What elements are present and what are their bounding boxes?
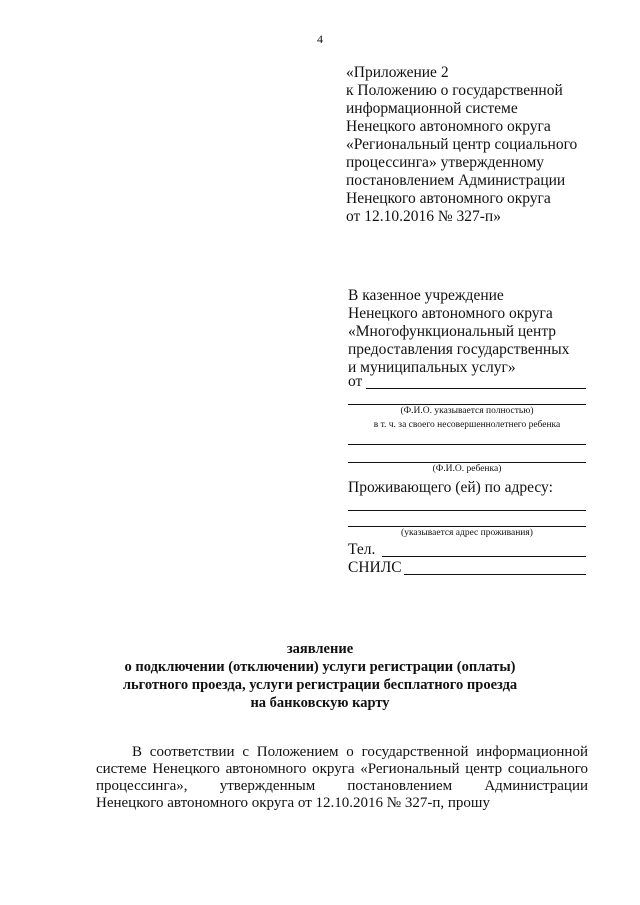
phone-field[interactable]	[382, 556, 586, 557]
addressee-line: В казенное учреждение	[348, 287, 504, 304]
fio-note: (Ф.И.О. указывается полностью)	[400, 406, 534, 416]
appendix-line: постановлением Администрации	[346, 172, 566, 189]
addressee-line: Ненецкого автономного округа	[348, 305, 553, 322]
address-field-2[interactable]	[348, 526, 586, 527]
address-note: (указывается адрес проживания)	[401, 528, 533, 538]
phone-label: Тел.	[348, 541, 376, 558]
body-paragraph	[96, 744, 588, 812]
addressee-block	[348, 287, 598, 377]
appendix-line: к Положению о государственной	[346, 82, 563, 99]
body-line: процессинга», утвержденным постановлением Администрации	[96, 778, 588, 794]
page-number: 4	[317, 32, 323, 46]
body-line: Ненецкого автономного округа от 12.10.2016 № 327-п, прошу	[96, 795, 490, 811]
appendix-line: Ненецкого автономного округа	[346, 118, 551, 135]
snils-field[interactable]	[404, 574, 586, 575]
heading-line: о подключении (отключении) услуги регистрации (оплаты)	[124, 659, 516, 675]
from-label: от	[348, 373, 363, 390]
appendix-line: процессинга» утвержденному	[346, 154, 545, 171]
addressee-line: и муниципальных услуг»	[348, 359, 516, 376]
snils-label: СНИЛС	[348, 559, 402, 576]
address-field[interactable]	[348, 510, 586, 511]
minor-note: в т. ч. за своего несовершеннолетнего ребенка	[373, 420, 561, 430]
appendix-line: от 12.10.2016 № 327-п»	[346, 208, 501, 225]
appendix-line: «Приложение 2	[346, 64, 449, 81]
applicant-name-field[interactable]	[366, 388, 586, 389]
appendix-line: информационной системе	[346, 100, 518, 117]
child-name-field[interactable]	[348, 444, 586, 445]
applicant-name-field-2[interactable]	[348, 404, 586, 405]
address-label: Проживающего (ей) по адресу:	[348, 479, 553, 496]
heading-line: льготного проезда, услуги регистрации бесплатного проезда	[122, 677, 518, 693]
body-line: системе Ненецкого автономного округа «Региональный центр социального	[96, 761, 588, 777]
addressee-line: «Многофункциональный центр	[348, 323, 557, 340]
heading-title: заявление	[286, 641, 354, 657]
child-note: (Ф.И.О. ребенка)	[432, 464, 502, 474]
appendix-line: «Региональный центр социального	[346, 136, 578, 153]
appendix-block	[346, 64, 596, 226]
document-heading	[80, 640, 560, 712]
appendix-line: Ненецкого автономного округа	[346, 190, 551, 207]
heading-line: на банковскую карту	[250, 695, 390, 711]
addressee-line: предоставления государственных	[348, 341, 570, 358]
child-name-field-2[interactable]	[348, 462, 586, 463]
body-line: В соответствии с Положением о государственной информационной	[132, 744, 588, 760]
